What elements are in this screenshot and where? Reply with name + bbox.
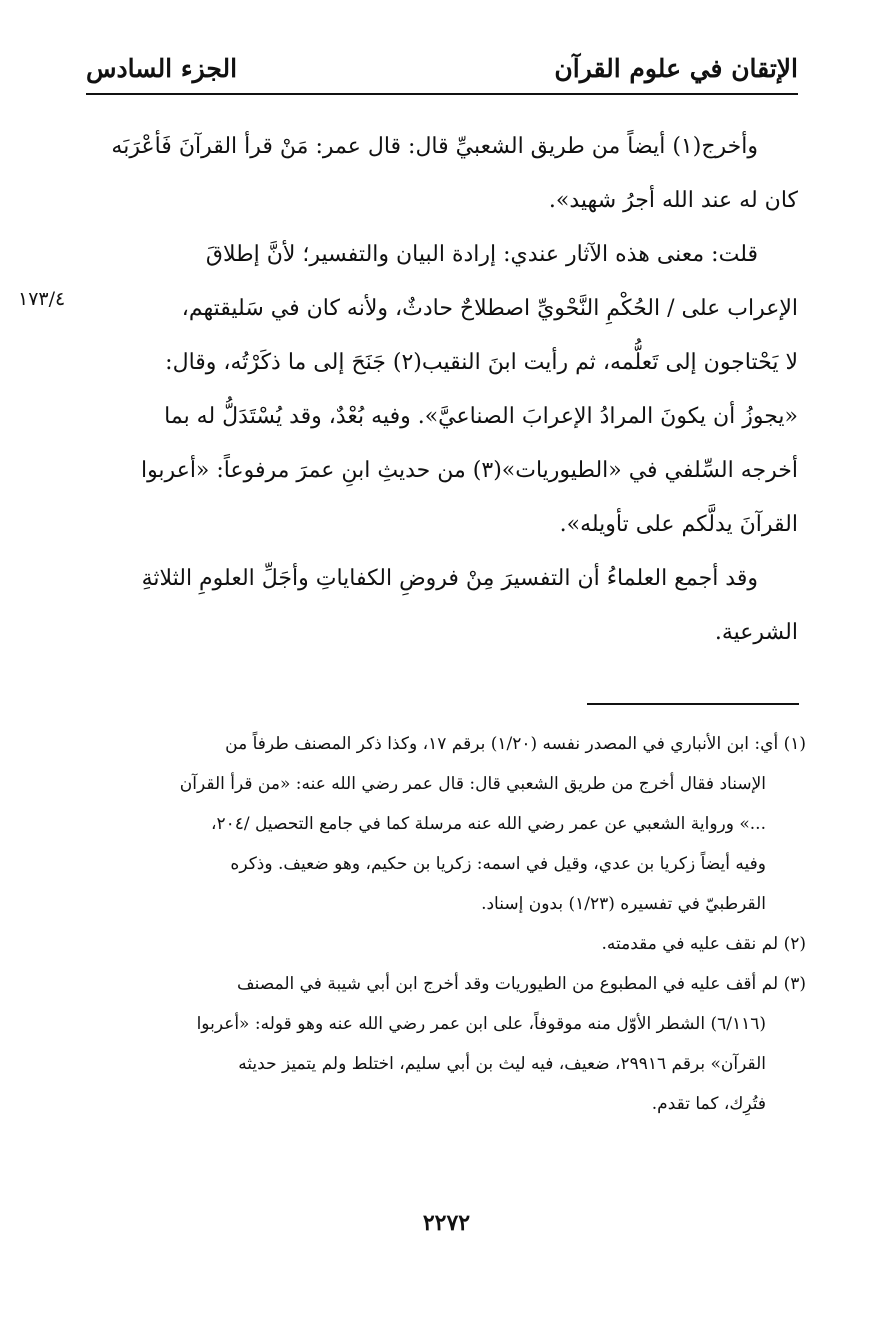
footnote-line: (٦/١١٦) الشطر الأوّل منه موقوفاً، على ابن عمر رضي الله عنه وهو قوله: «أعربوا (196, 1014, 766, 1034)
text-line: وقد أجمع العلماءُ أن التفسيرَ مِنْ فروضِ الكفاياتِ وأجَلِّ العلومِ الثلاثةِ (141, 566, 758, 591)
text-line: القرآنَ يدلَّكم على تأويله». (559, 512, 798, 537)
text-line: لا يَحْتاجون إلى تَعلُّمه، ثم رأيت ابنَ النقيب(٢) جَنَحَ إلى ما ذكَرْتُه، وقال: (165, 350, 798, 375)
footnotes (94, 724, 806, 1124)
footnote-line: القرآن» برقم ٢٩٩١٦، ضعيف، فيه ليث بن أبي سليم، اختلط ولم يتميز حديثه (238, 1054, 766, 1074)
footnote-rule (587, 703, 799, 705)
footnote-line: القرطبيّ في تفسيره (١/٢٣) بدون إسناد. (481, 894, 766, 914)
text-line: أخرجه السِّلفي في «الطيوريات»(٣) من حديثِ ابنِ عمرَ مرفوعاً: «أعربوا (140, 458, 798, 483)
text-line: قلت: معنى هذه الآثار عندي: إرادة البيان والتفسير؛ لأنَّ إطلاقَ (205, 242, 758, 267)
footnote-line: ...» ورواية الشعبي عن عمر رضي الله عنه مرسلة كما في جامع التحصيل /٢٠٤، (210, 814, 766, 834)
footnote-line: (١) أي: ابن الأنباري في المصدر نفسه (١/٢٠) برقم ١٧، وكذا ذكر المصنف طرفاً من (225, 734, 806, 754)
footnote-line: الإسناد فقال أخرج من طريق الشعبي قال: قال عمر رضي الله عنه: «من قرأ القرآن (179, 774, 766, 794)
footnote-line: (٢) لم نقف عليه في مقدمته. (601, 934, 806, 954)
text-line: وأخرج(١) أيضاً من طريق الشعبيِّ قال: قال عمر: مَنْ قرأ القرآنَ فَأعْرَبَه (111, 134, 758, 159)
book-title: الإتقان في علوم القرآن (554, 54, 798, 83)
running-header (86, 50, 798, 92)
part-label: الجزء السادس (86, 54, 238, 83)
text-line: الإعراب على / الحُكْمِ النَّحْويِّ اصطلاحٌ حادثٌ، ولأنه كان في سَليقتهم، (181, 296, 798, 321)
footnote-line: وفيه أيضاً زكريا بن عدي، وقيل في اسمه: زكريا بن حكيم، وهو ضعيف. وذكره (230, 854, 766, 874)
marginal-reference: ١٧٣/٤ (18, 288, 66, 310)
footnote-line: (٣) لم أقف عليه في المطبوع من الطيوريات وقد أخرج ابن أبي شيبة في المصنف (237, 974, 806, 994)
main-text (80, 120, 798, 660)
text-line: «يجوزُ أن يكونَ المرادُ الإعرابَ الصناعيَّ». وفيه بُعْدٌ، وقد يُسْتَدَلُّ له بما (164, 404, 798, 429)
text-line: الشرعية. (714, 620, 798, 645)
header-rule (86, 93, 798, 95)
page-number: ٢٢٧٢ (422, 1210, 471, 1236)
text-line: كان له عند الله أجرُ شهيد». (548, 188, 798, 213)
footnote-line: فتُرِك، كما تقدم. (651, 1094, 766, 1114)
